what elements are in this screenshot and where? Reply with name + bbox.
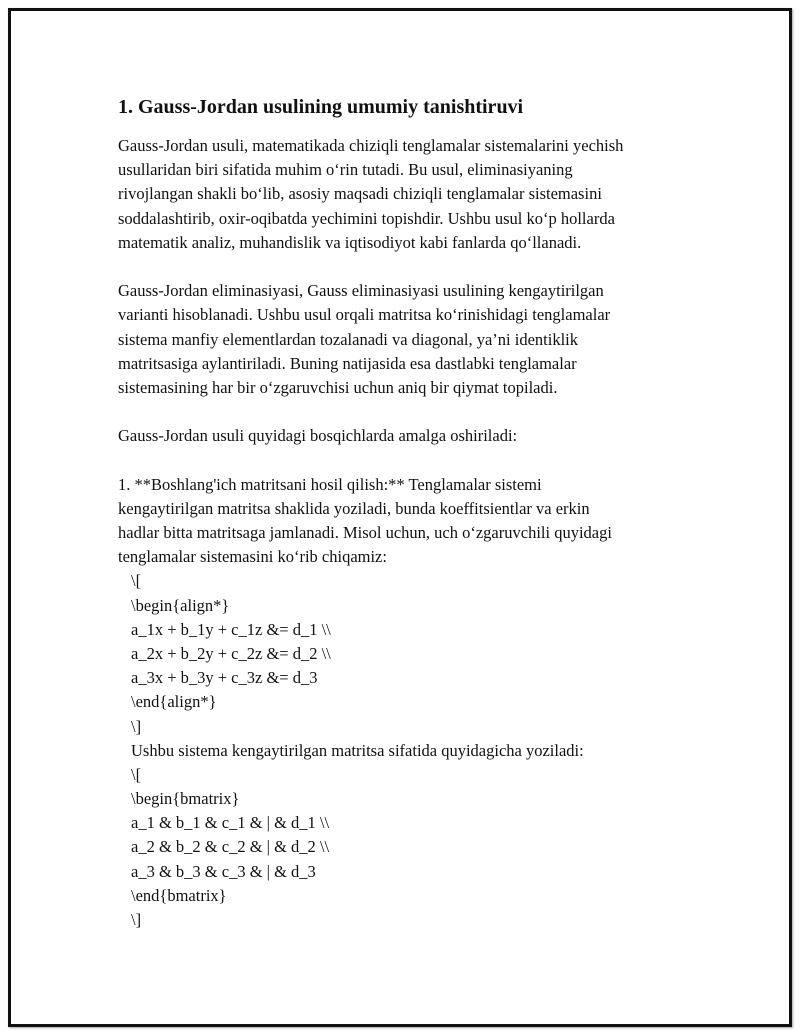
text-line: sistemasining har bir o‘zgaruvchisi uchun aniq bir qiymat topiladi. <box>118 377 558 397</box>
indented-code-line: \] <box>131 716 142 736</box>
indented-code-line: a_3x + b_3y + c_3z &= d_3 <box>131 668 318 688</box>
indented-code-line: a_1 & b_1 & c_1 & | & d_1 \\ <box>131 813 330 833</box>
indented-code-line: a_2 & b_2 & c_2 & | & d_2 \\ <box>131 837 330 857</box>
text-line: matematik analiz, muhandislik va iqtisodiyot kabi fanlarda qo‘llanadi. <box>118 232 582 252</box>
text-line: varianti hisoblanadi. Ushbu usul orqali matritsa ko‘rinishidagi tenglamalar <box>118 305 611 325</box>
indented-code-line: Ushbu sistema kengaytirilgan matritsa sifatida quyidagicha yoziladi: <box>131 740 584 760</box>
indented-code-line: \begin{bmatrix} <box>131 789 240 809</box>
paragraph <box>118 473 718 933</box>
text-line: matritsasiga aylantiriladi. Buning natijasida esa dastlabki tenglamalar <box>118 353 577 373</box>
indented-code-line: \] <box>131 910 142 929</box>
text-line: hadlar bitta matritsaga jamlanadi. Misol uchun, uch o‘zgaruvchili quyidagi <box>118 523 612 542</box>
text-line: tenglamalar sistemasini ko‘rib chiqamiz: <box>118 547 387 567</box>
indented-code-line: a_1x + b_1y + c_1z &= d_1 \\ <box>131 619 331 639</box>
indented-code-line: \begin{align*} <box>131 595 230 615</box>
document-body <box>118 134 718 956</box>
text-line: Gauss-Jordan usuli, matematikada chiziqli tenglamalar sistemalarini yechish <box>118 136 624 155</box>
text-line: usullaridan biri sifatida muhim o‘rin tutadi. Bu usul, eliminasiyaning <box>118 160 573 180</box>
paragraph <box>118 279 718 400</box>
paragraph <box>118 134 718 255</box>
text-line: rivojlangan shakli bo‘lib, asosiy maqsadi chiziqli tenglamalar sistemasini <box>118 184 602 204</box>
indented-code-line: a_3 & b_3 & c_3 & | & d_3 <box>131 861 316 881</box>
text-line: soddalashtirib, oxir-oqibatda yechimini topishdir. Ushbu usul ko‘p hollarda <box>118 208 615 228</box>
indented-code-line: \[ <box>131 764 142 784</box>
indented-code-line: \[ <box>131 571 142 591</box>
paragraph <box>118 424 718 448</box>
text-line: kengaytirilgan matritsa shaklida yoziladi, bunda koeffitsientlar va erkin <box>118 498 590 518</box>
section-heading: 1. Gauss-Jordan usulining umumiy tanishtiruvi <box>118 96 524 118</box>
text-line: Gauss-Jordan eliminasiyasi, Gauss eliminasiyasi usulining kengaytirilgan <box>118 281 604 301</box>
text-line: Gauss-Jordan usuli quyidagi bosqichlarda amalga oshiriladi: <box>118 426 518 446</box>
indented-code-line: a_2x + b_2y + c_2z &= d_2 \\ <box>131 643 331 663</box>
text-line: 1. **Boshlang'ich matritsani hosil qilish:** Tenglamalar sistemi <box>118 474 542 494</box>
indented-code-line: \end{align*} <box>131 692 217 712</box>
text-line: sistema manfiy elementlardan tozalanadi va diagonal, ya’ni identiklik <box>118 329 579 349</box>
indented-code-line: \end{bmatrix} <box>131 885 227 905</box>
